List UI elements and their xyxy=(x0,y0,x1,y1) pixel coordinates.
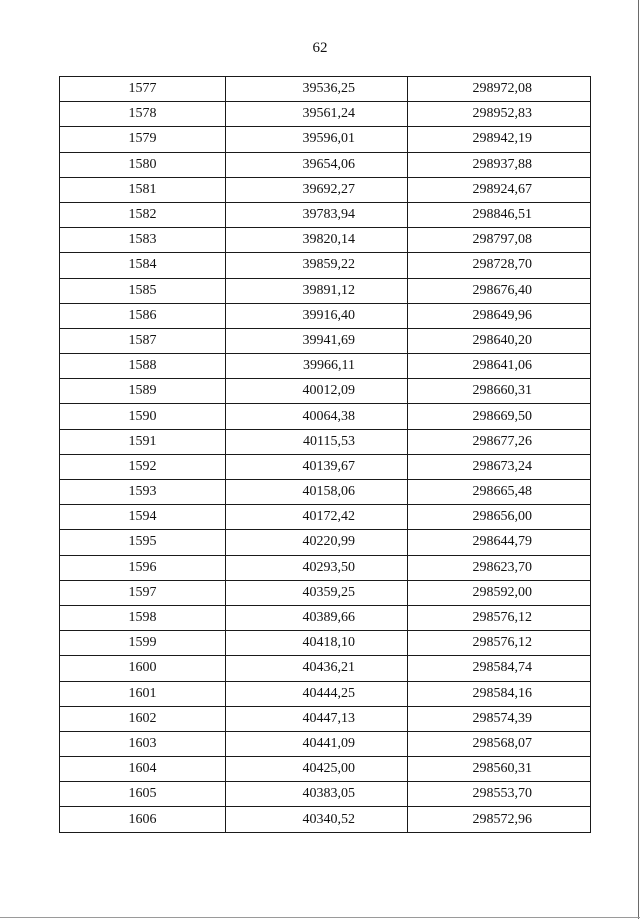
table-row xyxy=(60,202,591,227)
y-coordinate-cell: 298669,50 xyxy=(408,404,591,429)
point-number-cell: 1600 xyxy=(60,656,226,681)
point-number-cell: 1580 xyxy=(60,152,226,177)
y-coordinate-cell: 298568,07 xyxy=(408,731,591,756)
table-row xyxy=(60,253,591,278)
table-row xyxy=(60,631,591,656)
y-coordinate-cell: 298560,31 xyxy=(408,757,591,782)
page-number: 62 xyxy=(312,40,328,56)
y-coordinate-cell: 298576,12 xyxy=(408,631,591,656)
point-number-cell: 1582 xyxy=(60,202,226,227)
y-coordinate-cell: 298644,79 xyxy=(408,530,591,555)
point-number-cell: 1579 xyxy=(60,127,226,152)
x-coordinate-cell: 39859,22 xyxy=(226,253,408,278)
point-number-cell: 1593 xyxy=(60,480,226,505)
table-row xyxy=(60,782,591,807)
x-coordinate-cell: 40418,10 xyxy=(226,631,408,656)
y-coordinate-cell: 298592,00 xyxy=(408,580,591,605)
x-coordinate-cell: 40425,00 xyxy=(226,757,408,782)
y-coordinate-cell: 298937,88 xyxy=(408,152,591,177)
y-coordinate-cell: 298942,19 xyxy=(408,127,591,152)
y-coordinate-cell: 298660,31 xyxy=(408,379,591,404)
x-coordinate-cell: 40012,09 xyxy=(226,379,408,404)
point-number-cell: 1594 xyxy=(60,505,226,530)
x-coordinate-cell: 39692,27 xyxy=(226,177,408,202)
point-number-cell: 1605 xyxy=(60,782,226,807)
point-number-cell: 1581 xyxy=(60,177,226,202)
x-coordinate-cell: 39536,25 xyxy=(226,77,408,102)
table-row xyxy=(60,278,591,303)
table-row xyxy=(60,429,591,454)
y-coordinate-cell: 298576,12 xyxy=(408,605,591,630)
page-edge-right xyxy=(638,0,639,919)
x-coordinate-cell: 39596,01 xyxy=(226,127,408,152)
point-number-cell: 1599 xyxy=(60,631,226,656)
x-coordinate-cell: 39916,40 xyxy=(226,303,408,328)
y-coordinate-cell: 298572,96 xyxy=(408,807,591,832)
y-coordinate-cell: 298640,20 xyxy=(408,328,591,353)
x-coordinate-cell: 40172,42 xyxy=(226,505,408,530)
y-coordinate-cell: 298972,08 xyxy=(408,77,591,102)
table-row xyxy=(60,555,591,580)
y-coordinate-cell: 298584,16 xyxy=(408,681,591,706)
point-number-cell: 1602 xyxy=(60,706,226,731)
y-coordinate-cell: 298574,39 xyxy=(408,706,591,731)
point-number-cell: 1586 xyxy=(60,303,226,328)
table-row xyxy=(60,757,591,782)
point-number-cell: 1604 xyxy=(60,757,226,782)
table-row xyxy=(60,303,591,328)
x-coordinate-cell: 40444,25 xyxy=(226,681,408,706)
table-row xyxy=(60,152,591,177)
table-row xyxy=(60,807,591,832)
point-number-cell: 1601 xyxy=(60,681,226,706)
table-row xyxy=(60,77,591,102)
table-row xyxy=(60,454,591,479)
x-coordinate-cell: 39891,12 xyxy=(226,278,408,303)
coordinates-table-body xyxy=(60,77,591,833)
table-row xyxy=(60,228,591,253)
page-edge-bottom xyxy=(0,917,640,918)
table-row xyxy=(60,127,591,152)
y-coordinate-cell: 298924,67 xyxy=(408,177,591,202)
x-coordinate-cell: 40115,53 xyxy=(226,429,408,454)
table-row xyxy=(60,505,591,530)
point-number-cell: 1591 xyxy=(60,429,226,454)
y-coordinate-cell: 298553,70 xyxy=(408,782,591,807)
table-row xyxy=(60,605,591,630)
table-row xyxy=(60,177,591,202)
x-coordinate-cell: 40220,99 xyxy=(226,530,408,555)
point-number-cell: 1589 xyxy=(60,379,226,404)
point-number-cell: 1578 xyxy=(60,102,226,127)
x-coordinate-cell: 40359,25 xyxy=(226,580,408,605)
point-number-cell: 1592 xyxy=(60,454,226,479)
x-coordinate-cell: 39654,06 xyxy=(226,152,408,177)
point-number-cell: 1588 xyxy=(60,354,226,379)
y-coordinate-cell: 298728,70 xyxy=(408,253,591,278)
table-row xyxy=(60,580,591,605)
point-number-cell: 1603 xyxy=(60,731,226,756)
y-coordinate-cell: 298952,83 xyxy=(408,102,591,127)
x-coordinate-cell: 40139,67 xyxy=(226,454,408,479)
x-coordinate-cell: 40293,50 xyxy=(226,555,408,580)
y-coordinate-cell: 298676,40 xyxy=(408,278,591,303)
table-row xyxy=(60,379,591,404)
x-coordinate-cell: 40158,06 xyxy=(226,480,408,505)
x-coordinate-cell: 40064,38 xyxy=(226,404,408,429)
y-coordinate-cell: 298656,00 xyxy=(408,505,591,530)
x-coordinate-cell: 39820,14 xyxy=(226,228,408,253)
table-row xyxy=(60,404,591,429)
y-coordinate-cell: 298641,06 xyxy=(408,354,591,379)
table-row xyxy=(60,328,591,353)
y-coordinate-cell: 298797,08 xyxy=(408,228,591,253)
point-number-cell: 1584 xyxy=(60,253,226,278)
y-coordinate-cell: 298584,74 xyxy=(408,656,591,681)
coordinates-table xyxy=(59,76,591,833)
y-coordinate-cell: 298665,48 xyxy=(408,480,591,505)
y-coordinate-cell: 298846,51 xyxy=(408,202,591,227)
table-row xyxy=(60,530,591,555)
point-number-cell: 1598 xyxy=(60,605,226,630)
point-number-cell: 1596 xyxy=(60,555,226,580)
point-number-cell: 1597 xyxy=(60,580,226,605)
x-coordinate-cell: 39966,11 xyxy=(226,354,408,379)
table-row xyxy=(60,731,591,756)
point-number-cell: 1590 xyxy=(60,404,226,429)
point-number-cell: 1585 xyxy=(60,278,226,303)
x-coordinate-cell: 40340,52 xyxy=(226,807,408,832)
x-coordinate-cell: 40389,66 xyxy=(226,605,408,630)
x-coordinate-cell: 39561,24 xyxy=(226,102,408,127)
point-number-cell: 1587 xyxy=(60,328,226,353)
table-row xyxy=(60,480,591,505)
x-coordinate-cell: 40383,05 xyxy=(226,782,408,807)
point-number-cell: 1577 xyxy=(60,77,226,102)
table-row xyxy=(60,656,591,681)
x-coordinate-cell: 39941,69 xyxy=(226,328,408,353)
point-number-cell: 1583 xyxy=(60,228,226,253)
x-coordinate-cell: 39783,94 xyxy=(226,202,408,227)
y-coordinate-cell: 298673,24 xyxy=(408,454,591,479)
point-number-cell: 1606 xyxy=(60,807,226,832)
table-row xyxy=(60,354,591,379)
x-coordinate-cell: 40447,13 xyxy=(226,706,408,731)
y-coordinate-cell: 298649,96 xyxy=(408,303,591,328)
table-row xyxy=(60,706,591,731)
y-coordinate-cell: 298677,26 xyxy=(408,429,591,454)
table-row xyxy=(60,681,591,706)
x-coordinate-cell: 40436,21 xyxy=(226,656,408,681)
y-coordinate-cell: 298623,70 xyxy=(408,555,591,580)
x-coordinate-cell: 40441,09 xyxy=(226,731,408,756)
table-row xyxy=(60,102,591,127)
point-number-cell: 1595 xyxy=(60,530,226,555)
